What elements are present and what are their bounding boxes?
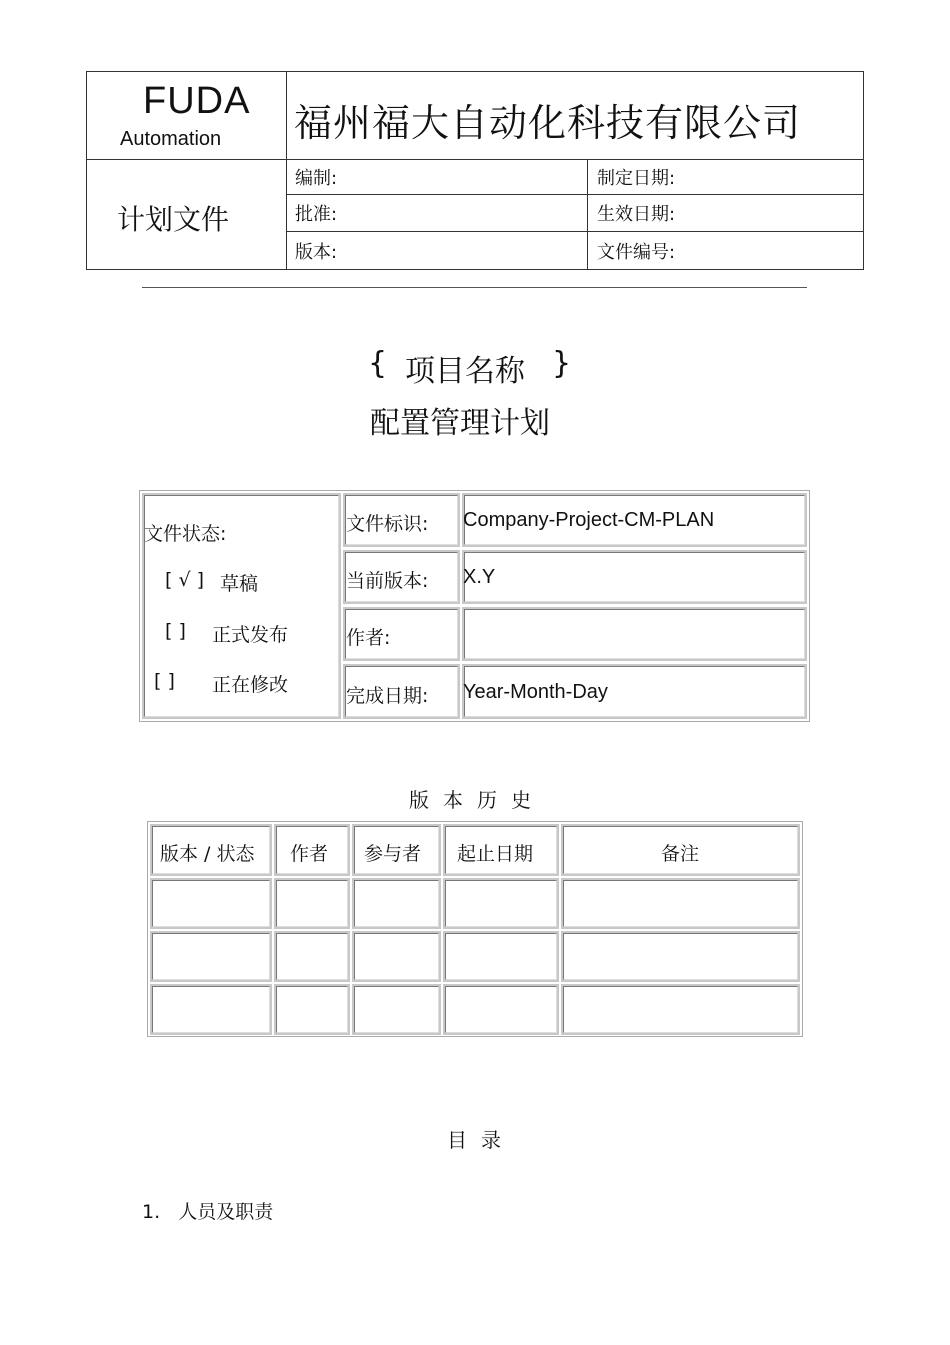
project-name: 项目名称 [405, 354, 525, 389]
document-type: 计划文件 [117, 203, 230, 236]
table-row [150, 984, 272, 1035]
status-released-checkbox[interactable]: [ ] [165, 620, 186, 642]
completion-date-value: Year-Month-Day [463, 681, 608, 703]
column-header-participants: 参与者 [364, 843, 422, 865]
history-heading: 版本历史 [409, 788, 545, 812]
field-author-label: 编制: [295, 168, 338, 189]
status-released-label: 正式发布 [212, 624, 289, 646]
doc-id-label: 文件标识: [346, 513, 429, 535]
table-row [150, 931, 272, 982]
status-modifying-label: 正在修改 [212, 674, 289, 696]
title-close-brace: } [552, 346, 572, 381]
status-table [139, 490, 810, 722]
doc-id-value: Company-Project-CM-PLAN [463, 509, 715, 531]
company-name: 福州福大自动化科技有限公司 [294, 101, 802, 145]
completion-date-label: 完成日期: [346, 685, 429, 707]
status-label: 文件状态: [144, 523, 227, 545]
current-version-value: X.Y [463, 566, 496, 588]
status-modifying-checkbox[interactable]: [ ] [154, 670, 175, 692]
history-table [147, 821, 803, 1037]
column-header-version: 版本 / 状态 [160, 843, 255, 865]
field-created-date-label: 制定日期: [597, 168, 676, 189]
column-header-notes: 备注 [661, 843, 700, 865]
document-title: 配置管理计划 [370, 406, 550, 441]
logo-subtext: Automation [120, 128, 222, 150]
current-version-label: 当前版本: [346, 570, 429, 592]
title-open-brace: { [368, 346, 388, 381]
author-label: 作者: [346, 627, 391, 649]
field-approved-label: 批准: [295, 204, 338, 225]
logo-text: FUDA [143, 80, 251, 122]
toc-item[interactable]: 1. 人员及职责 [142, 1201, 274, 1223]
column-header-author: 作者 [290, 843, 329, 865]
status-draft-label: 草稿 [220, 573, 259, 595]
field-doc-number-label: 文件编号: [597, 242, 676, 263]
field-effective-date-label: 生效日期: [597, 204, 676, 225]
document-header [86, 71, 864, 270]
field-version-label: 版本: [295, 242, 338, 263]
table-row [150, 878, 272, 929]
toc-heading: 目录 [447, 1128, 515, 1152]
status-draft-checkbox[interactable]: [ √ ] [165, 569, 205, 591]
divider [142, 287, 807, 288]
column-header-dates: 起止日期 [457, 843, 534, 865]
